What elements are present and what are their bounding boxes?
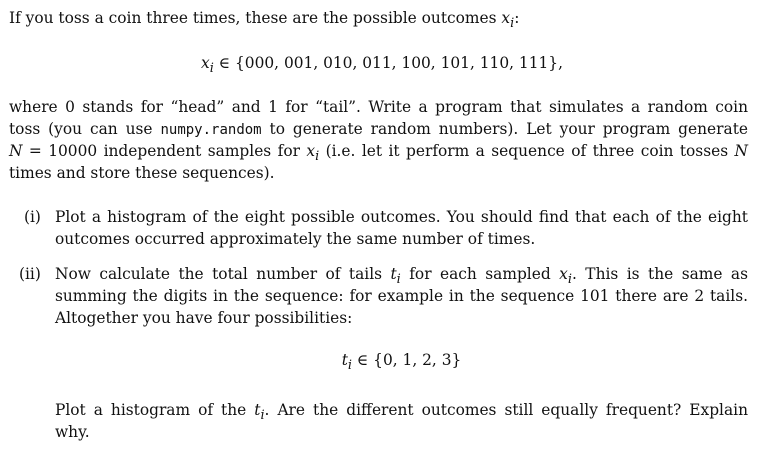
item1-line-1: Plot a histogram of the eight possible outcomes. You should find that each of the eight bbox=[55, 208, 748, 226]
item2-l1-c: . This is the same as bbox=[571, 265, 748, 283]
tails-equation bbox=[55, 350, 748, 377]
item2-line-5: why. bbox=[55, 423, 90, 441]
sub-i: i bbox=[315, 149, 320, 165]
item2-line-4 bbox=[55, 400, 748, 427]
item1-label: (i) bbox=[24, 208, 41, 226]
para-line-2 bbox=[9, 119, 748, 142]
para-l2-b: to generate random numbers). Let your program generate bbox=[261, 120, 748, 138]
para-l3-b: = 10000 independent samples for bbox=[22, 142, 307, 160]
code-numpy-random: numpy.random bbox=[160, 122, 262, 138]
eq-body: ∈ {0, 1, 2, 3} bbox=[352, 351, 462, 369]
para-l3-c: (i.e. let it perform a sequence of three coin tosses bbox=[319, 142, 735, 160]
outcomes-equation bbox=[0, 53, 764, 80]
para-line-4: times and store these sequences). bbox=[9, 164, 275, 182]
var-t: t bbox=[254, 401, 261, 419]
eq-var-t: t bbox=[341, 351, 348, 369]
item2-line-3: Altogether you have four possibilities: bbox=[55, 309, 353, 327]
item2-l4-b: . Are the different outcomes still equally frequent? Explain bbox=[264, 401, 748, 419]
item2-l4-a: Plot a histogram of the bbox=[55, 401, 255, 419]
var-x: x bbox=[306, 142, 316, 160]
var-x: x bbox=[559, 265, 568, 283]
item2-l1-a: Now calculate the total number of tails bbox=[55, 265, 391, 283]
sub-i: i bbox=[510, 16, 515, 32]
eq-var-x: x bbox=[201, 54, 210, 72]
var-t: t bbox=[390, 265, 397, 283]
para-l2-a: toss (you can use bbox=[9, 120, 161, 138]
para-line-1: where 0 stands for “head” and 1 for “tail”. Write a program that simulates a random coin bbox=[9, 98, 748, 116]
intro-text: If you toss a coin three times, these are the possible outcomes bbox=[9, 9, 502, 27]
var-N: N bbox=[9, 142, 23, 160]
var-N: N bbox=[734, 142, 748, 160]
eq-sub-i: i bbox=[347, 358, 352, 374]
var-x: x bbox=[501, 9, 511, 27]
sub-i: i bbox=[260, 408, 265, 424]
eq-sub-i: i bbox=[209, 61, 214, 77]
eq-body: ∈ {000, 001, 010, 011, 100, 101, 110, 111}, bbox=[213, 54, 563, 72]
sub-i: i bbox=[567, 272, 572, 288]
sub-i: i bbox=[396, 272, 401, 288]
item2-label: (ii) bbox=[19, 265, 41, 283]
item2-l1-b: for each sampled bbox=[400, 265, 560, 283]
colon: : bbox=[514, 9, 520, 27]
intro-line bbox=[9, 8, 519, 35]
item1-line-2: outcomes occurred approximately the same number of times. bbox=[55, 230, 536, 248]
item2-line-2: summing the digits in the sequence: for example in the sequence 101 there are 2 tails. bbox=[55, 287, 748, 305]
